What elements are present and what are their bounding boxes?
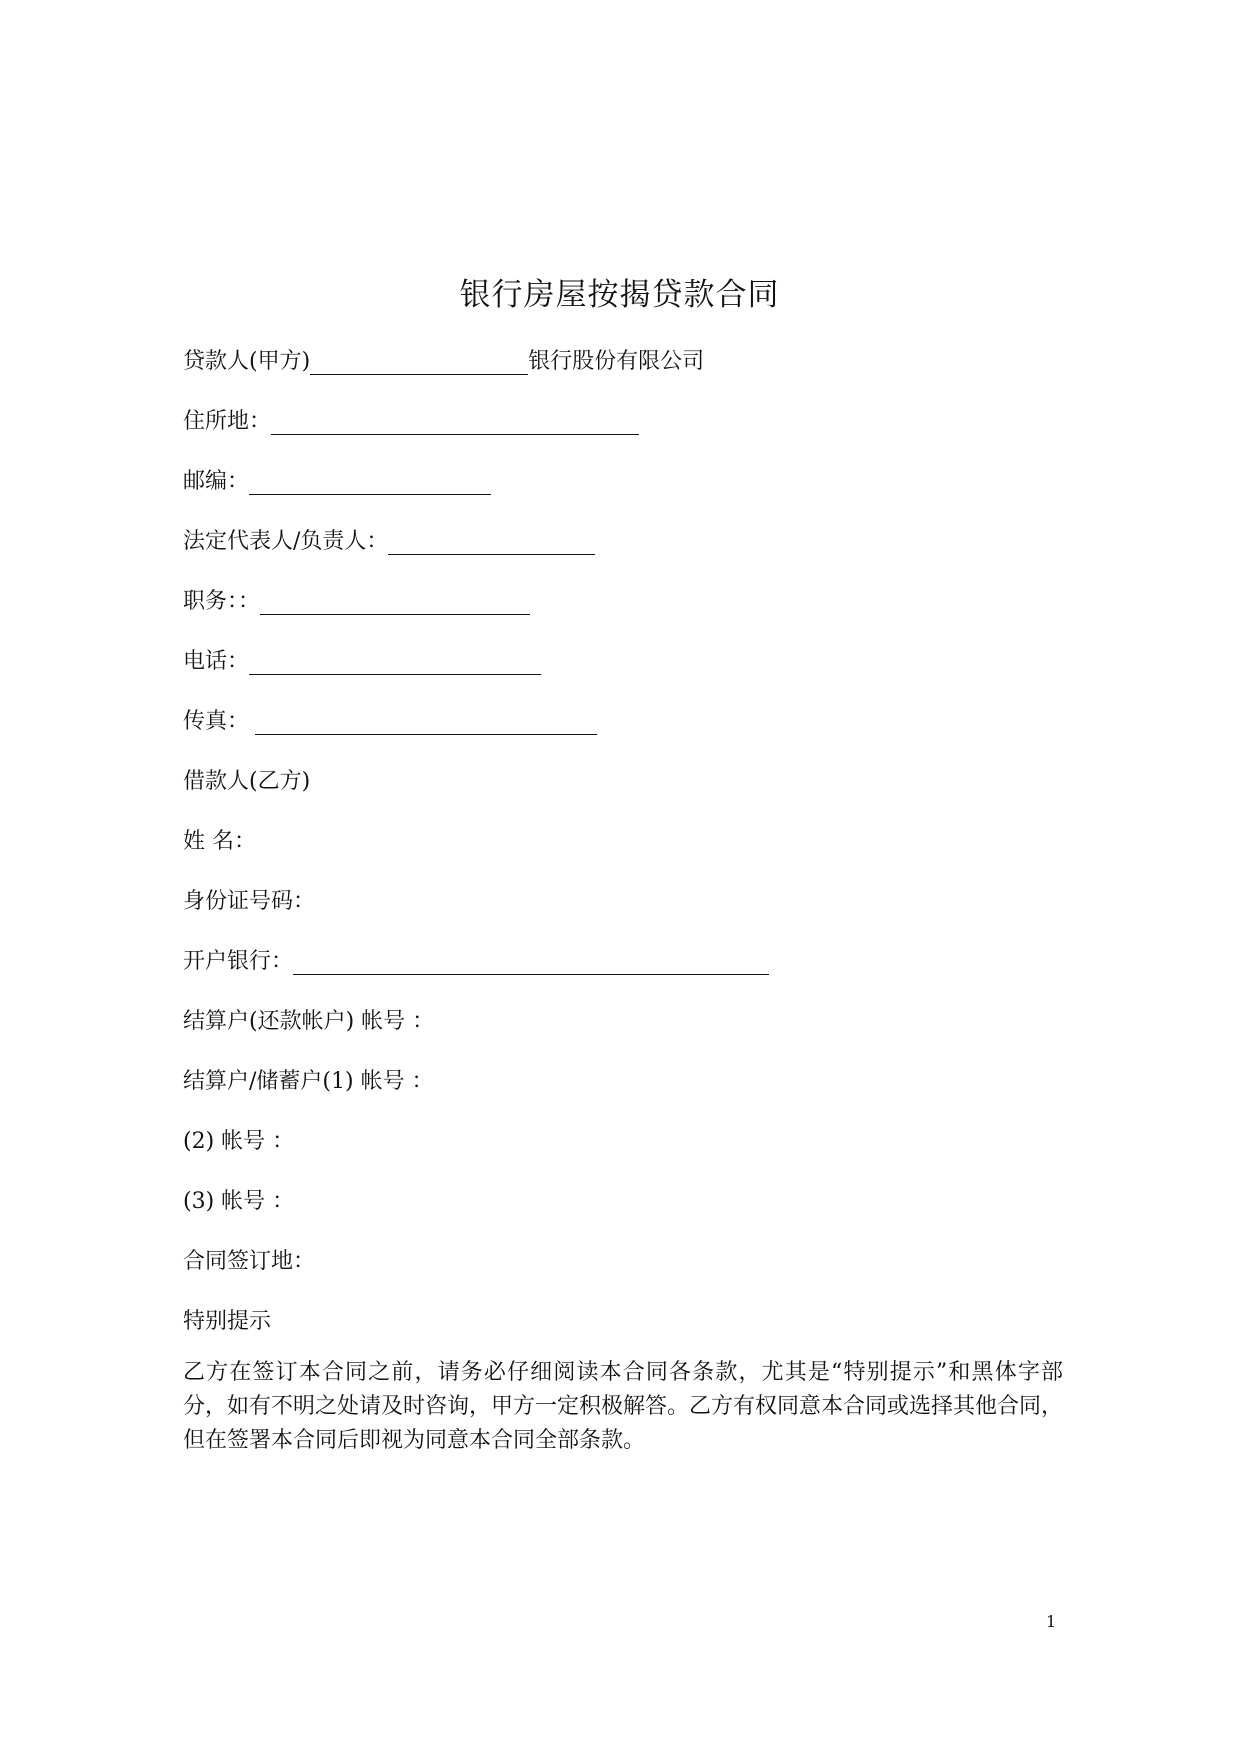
id-label: 身份证号码：	[183, 889, 316, 914]
fax-label: 传真：	[183, 709, 250, 734]
special-notice-heading-text: 特别提示	[183, 1309, 272, 1334]
account-3-label: (3) 帐号 ：	[183, 1189, 295, 1214]
lender-label: 贷款人(甲方)	[183, 349, 311, 374]
postcode-blank[interactable]	[249, 470, 491, 495]
borrower-line	[183, 767, 310, 797]
borrower-label: 借款人(乙方)	[183, 769, 311, 794]
fax-blank[interactable]	[255, 710, 597, 735]
address-label: 住所地：	[183, 409, 272, 434]
page-number: 1	[1046, 1612, 1057, 1631]
phone-blank[interactable]	[249, 650, 541, 675]
postcode-line	[183, 467, 491, 497]
settlement-account-line	[183, 1007, 434, 1037]
lender-line	[183, 347, 704, 377]
document-title: 银行房屋按揭贷款合同	[459, 277, 780, 313]
postcode-label: 邮编：	[183, 469, 250, 494]
fax-line	[183, 707, 597, 737]
legal-rep-blank[interactable]	[388, 530, 595, 555]
name-line	[183, 827, 256, 857]
bank-blank[interactable]	[293, 950, 769, 975]
lender-suffix: 银行股份有限公司	[528, 349, 705, 374]
savings-account-1-line	[183, 1067, 434, 1097]
name-label: 姓 名：	[183, 829, 256, 854]
special-notice-heading	[183, 1307, 271, 1337]
settlement-account-label: 结算户(还款帐户) 帐号 ：	[183, 1009, 435, 1034]
position-line	[183, 587, 530, 617]
special-notice-paragraph: 乙方在签订本合同之前，请务必仔细阅读本合同各条款，尤其是“特别提示”和黑体字部分，如有不明之处请及时咨询，甲方一定积极解答。乙方有权同意本合同或选择其他合同，但在签署本合同后即视为同意本合同全部条款。	[183, 1360, 1064, 1453]
account-3-line	[183, 1187, 294, 1217]
address-blank[interactable]	[271, 410, 639, 435]
phone-label: 电话：	[183, 649, 250, 674]
id-line	[183, 887, 315, 917]
position-blank[interactable]	[260, 590, 530, 615]
bank-line	[183, 947, 769, 977]
account-2-label: (2) 帐号 ：	[183, 1129, 295, 1154]
signing-place-label: 合同签订地：	[183, 1249, 316, 1274]
lender-name-blank[interactable]	[310, 350, 528, 375]
bank-label: 开户银行：	[183, 949, 294, 974]
position-label: 职务：：	[183, 589, 261, 614]
phone-line	[183, 647, 541, 677]
legal-rep-line	[183, 527, 595, 557]
legal-rep-label: 法定代表人/负责人：	[183, 529, 389, 554]
savings-account-1-label: 结算户/储蓄户(1) 帐号 ：	[183, 1069, 434, 1094]
address-line	[183, 407, 639, 437]
account-2-line	[183, 1127, 294, 1157]
signing-place-line	[183, 1247, 315, 1277]
